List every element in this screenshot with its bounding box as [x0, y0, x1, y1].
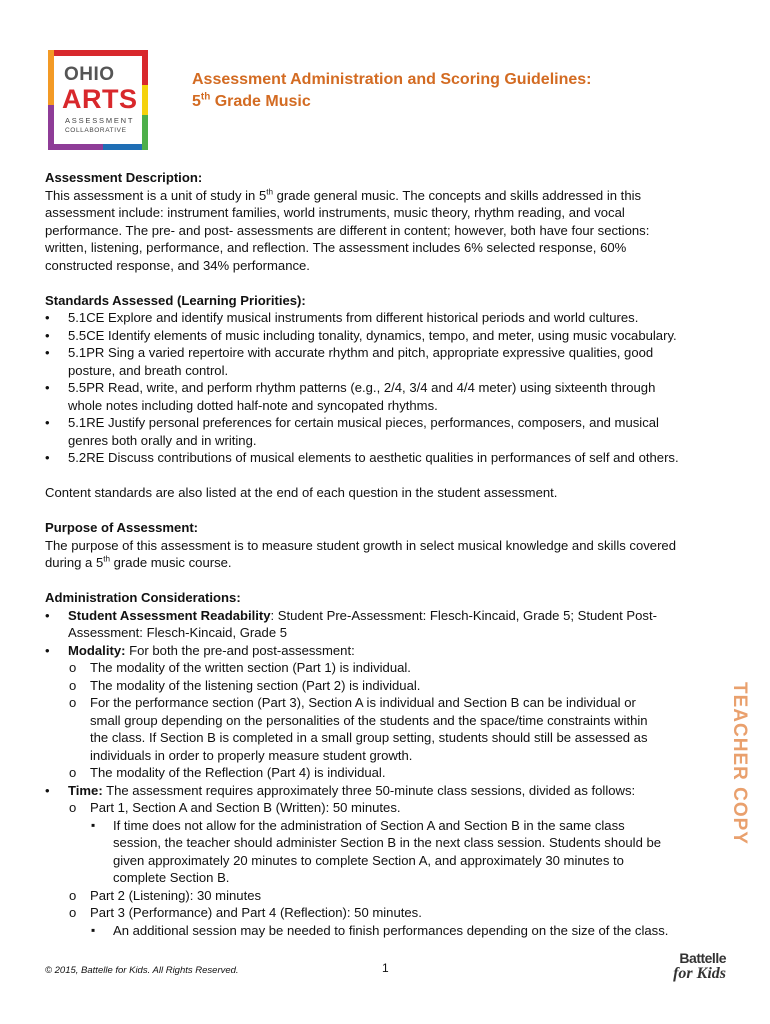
standards-item-line: genres both orally and in writing. [68, 432, 257, 448]
description-line-4: written, listening, performance, and reflection. The assessment includes 6% selected response, 60% [45, 240, 627, 255]
standards-item [45, 327, 725, 345]
purpose-heading: Purpose of Assessment: [45, 520, 199, 535]
logo-frame-bottom-left [48, 144, 103, 150]
standards-item-line: posture, and breath control. [68, 362, 229, 378]
logo-frame-bottom-right [103, 144, 148, 150]
purpose-text-b: grade music course. [110, 555, 232, 570]
time-part1-note-line: given approximately 20 minutes to complete Section A, and approximately 30 minutes to [113, 852, 624, 868]
standards-item-line: whole notes including dotted half-note and syncopated rhythms. [68, 397, 438, 413]
modality-subitem-line: o The modality of the listening section (Part 2) is individual. [90, 677, 421, 693]
standards-heading: Standards Assessed (Learning Priorities): [45, 292, 306, 308]
admin-time-item [45, 782, 725, 800]
time-part1-note-line: complete Section B. [113, 870, 230, 885]
purpose-line-2 [45, 554, 725, 572]
description-heading: Assessment Description: [45, 170, 203, 185]
modality-subitem-line: the class. If Section B is completed in a small group setting, students should still be assessed as [90, 730, 648, 745]
description-line-2: assessment include: instrument families, world instruments, music theory, rhythm reading, and vocal [45, 205, 625, 220]
logo-frame-right-mid [142, 85, 148, 115]
logo-frame-right-bottom [142, 115, 148, 150]
modality-label: Modality: [68, 642, 126, 658]
time-subitem-part3 [45, 904, 725, 922]
admin-readability-item [45, 607, 725, 642]
modality-subitem-line: o The modality of the written section (Part 1) is individual. [90, 660, 411, 675]
standards-item [45, 379, 725, 414]
standards-item [45, 309, 725, 327]
admin-time-line [68, 782, 725, 800]
logo-frame-right-top [142, 50, 148, 85]
modality-text: For both the pre-and post-assessment: [125, 642, 355, 658]
time-subitem-line: o Part 2 (Listening): 30 minutes [90, 887, 262, 903]
document-body [45, 169, 725, 939]
title-grade-rest: Grade Music [210, 93, 311, 110]
standards-item-line: • 5.1CE Explore and identify musical instruments from different historical periods and world cultures. [68, 310, 639, 325]
footer-copyright: © 2015, Battelle for Kids. All Rights Reserved. [45, 965, 239, 976]
readability-label: Student Assessment Readability [68, 607, 271, 623]
time-label: Time: [68, 782, 103, 798]
time-part1-note-line: session, the teacher should administer Section B in the next class session. Students should be [113, 835, 662, 850]
logo-text-collaborative: COLLABORATIVE [65, 127, 127, 134]
standards-item-line: • 5.5CE Identify elements of music including tonality, dynamics, tempo, and meter, using music vocabulary. [68, 327, 677, 343]
standards-item-line: • 5.1PR Sing a varied repertoire with accurate rhythm and pitch, appropriate expressive qualities, good [68, 345, 654, 360]
purpose-line-1: The purpose of this assessment is to measure student growth in select musical knowledge and skills covered [45, 537, 676, 553]
readability-text: : Student Pre-Assessment: Flesch-Kincaid, Grade 5; Student Post- [270, 607, 657, 623]
logo-text-assessment: ASSESSMENT [65, 116, 135, 125]
admin-modality-item [45, 642, 725, 660]
logo-frame-left-upper [48, 50, 54, 105]
time-part1-note-line: ▪ If time does not allow for the administration of Section A and Section B in the same class [113, 817, 625, 833]
modality-subitem-line: individuals in order to properly measure student growth. [90, 747, 413, 763]
standards-item [45, 414, 725, 449]
logo-frame-left-lower [48, 105, 54, 150]
standards-item-line: • 5.1RE Justify personal preferences for certain musical pieces, performances, composers, and musical [68, 415, 659, 430]
logo-text-ohio: OHIO [64, 64, 115, 85]
standards-note: Content standards are also listed at the end of each question in the student assessment. [45, 485, 558, 500]
description-sup: th [266, 187, 274, 197]
bfk-logo-line-2: for Kids [673, 965, 726, 982]
time-part3-note-line: ▪ An additional session may be needed to finish performances depending on the size of the class. [113, 922, 669, 938]
standards-item [45, 449, 725, 467]
time-subitem-line: o Part 1, Section A and Section B (Written): 50 minutes. [90, 800, 401, 815]
modality-subitem-line: small group depending on the personalities of the students and the space/time constraints within [90, 712, 648, 728]
time-subitem-line: o Part 3 (Performance) and Part 4 (Reflection): 50 minutes. [90, 905, 422, 920]
title-grade-num: 5 [192, 93, 201, 110]
logo-frame-top [48, 50, 148, 56]
purpose-sup: th [103, 554, 111, 564]
battelle-for-kids-logo [668, 950, 728, 988]
ohio-arts-logo [48, 50, 148, 150]
modality-subitem-line: o For the performance section (Part 3), Section A is individual and Section B can be individual or [90, 695, 636, 710]
time-subitem-part2 [45, 887, 725, 905]
standards-item [45, 344, 725, 379]
document-title [192, 69, 591, 113]
description-text-2: grade general music. The concepts and skills addressed in this [273, 187, 642, 203]
purpose-text-a: during a 5 [45, 555, 104, 570]
standards-item-line: • 5.5PR Read, write, and perform rhythm patterns (e.g., 2/4, 3/4 and 4/4 meter) using sixteenth through [68, 380, 656, 395]
bfk-logo-line-1: Battelle [679, 950, 726, 966]
title-grade-sup: th [200, 91, 211, 103]
admin-readability-line-1 [68, 607, 725, 625]
admin-readability-line-2: Assessment: Flesch-Kincaid, Grade 5 [68, 625, 288, 640]
time-subitem-part1 [45, 799, 725, 817]
modality-subitem-line: o The modality of the Reflection (Part 4) is individual. [90, 765, 386, 780]
modality-subitem [45, 677, 725, 695]
time-part1-note [45, 817, 725, 887]
description-text-1: This assessment is a unit of study in 5 [45, 187, 267, 203]
standards-item-line: • 5.2RE Discuss contributions of musical elements to aesthetic qualities in performances of self and others. [68, 450, 679, 465]
admin-modality-line [68, 642, 725, 660]
title-line-2 [192, 91, 591, 113]
admin-heading: Administration Considerations: [45, 590, 241, 605]
time-part3-note [45, 922, 725, 940]
teacher-copy-watermark: TEACHER COPY [729, 682, 750, 845]
title-line-1: Assessment Administration and Scoring Guidelines: [192, 71, 592, 88]
description-line-5: constructed response, and 34% performance. [45, 257, 310, 273]
modality-subitem [45, 694, 725, 764]
description-line-1 [45, 187, 725, 205]
modality-subitem [45, 764, 725, 782]
modality-subitem [45, 659, 725, 677]
time-text: The assessment requires approximately three 50-minute class sessions, divided as follows: [102, 782, 636, 798]
logo-text-arts: ARTS [62, 84, 138, 114]
page-number: 1 [382, 961, 389, 975]
description-line-3: performance. The pre- and post- assessments are different in content; however, both have four sections: [45, 222, 650, 238]
